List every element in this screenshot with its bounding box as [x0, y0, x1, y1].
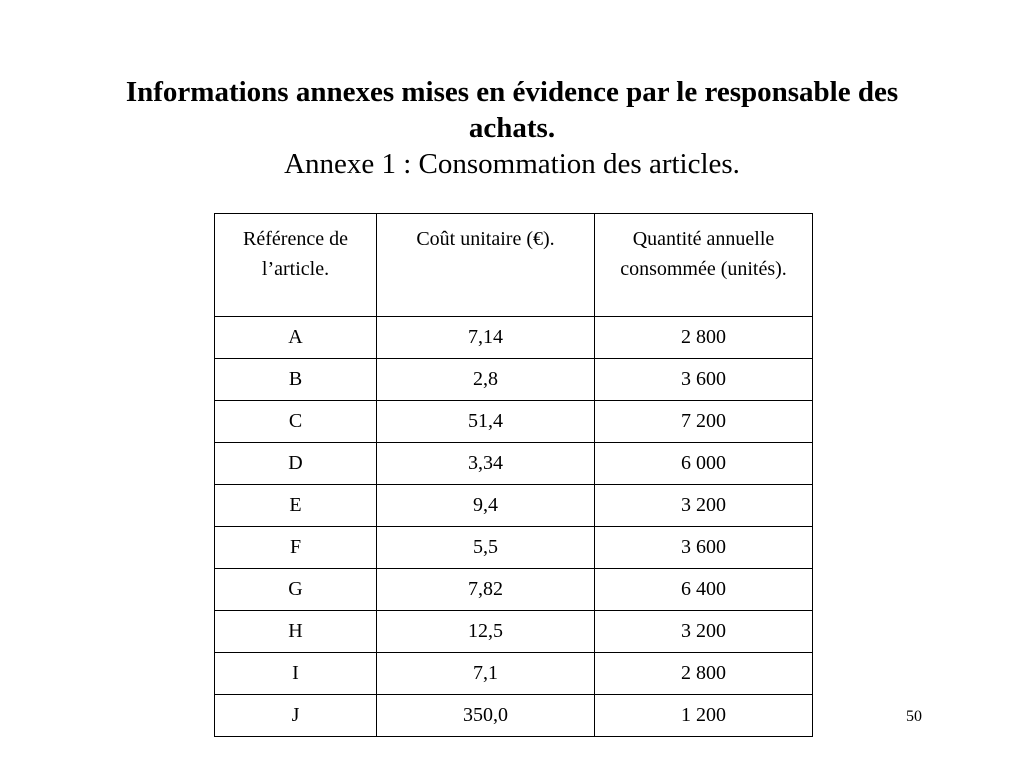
table-row	[215, 359, 813, 401]
cell-annual-quantity: 3 600	[595, 527, 813, 569]
table-row	[215, 695, 813, 737]
page-subtitle: Annexe 1 : Consommation des articles.	[284, 148, 740, 180]
cell-annual-quantity: 7 200	[595, 401, 813, 443]
cell-annual-quantity: 1 200	[595, 695, 813, 737]
page-title-line-1: Informations annexes mises en évidence par le responsable des	[125, 76, 899, 108]
table-header-row	[215, 214, 813, 317]
cell-unit-cost: 3,34	[377, 443, 595, 485]
cell-reference: I	[215, 653, 377, 695]
cell-unit-cost: 9,4	[377, 485, 595, 527]
cell-unit-cost: 7,14	[377, 317, 595, 359]
cell-annual-quantity: 2 800	[595, 653, 813, 695]
cell-annual-quantity: 6 400	[595, 569, 813, 611]
header-reference: Référence de l’article.	[215, 214, 377, 317]
table-row	[215, 611, 813, 653]
cell-annual-quantity: 6 000	[595, 443, 813, 485]
cell-unit-cost: 7,1	[377, 653, 595, 695]
cell-unit-cost: 5,5	[377, 527, 595, 569]
cell-reference: J	[215, 695, 377, 737]
table-row	[215, 527, 813, 569]
cell-annual-quantity: 2 800	[595, 317, 813, 359]
table-row	[215, 317, 813, 359]
table-row	[215, 443, 813, 485]
cell-reference: H	[215, 611, 377, 653]
cell-annual-quantity: 3 200	[595, 611, 813, 653]
cell-reference: G	[215, 569, 377, 611]
cell-unit-cost: 350,0	[377, 695, 595, 737]
title-block	[40, 74, 984, 182]
cell-reference: B	[215, 359, 377, 401]
table-row	[215, 485, 813, 527]
cell-unit-cost: 2,8	[377, 359, 595, 401]
consumption-table	[214, 213, 813, 737]
header-unit-cost: Coût unitaire (€).	[377, 214, 595, 317]
cell-reference: E	[215, 485, 377, 527]
table-row	[215, 569, 813, 611]
table-row	[215, 653, 813, 695]
cell-reference: D	[215, 443, 377, 485]
cell-reference: F	[215, 527, 377, 569]
cell-reference: A	[215, 317, 377, 359]
page-title-line-2: achats.	[468, 112, 556, 144]
table-row	[215, 401, 813, 443]
cell-annual-quantity: 3 200	[595, 485, 813, 527]
cell-unit-cost: 12,5	[377, 611, 595, 653]
cell-reference: C	[215, 401, 377, 443]
page-number: 50	[906, 708, 922, 725]
cell-unit-cost: 7,82	[377, 569, 595, 611]
cell-unit-cost: 51,4	[377, 401, 595, 443]
cell-annual-quantity: 3 600	[595, 359, 813, 401]
header-annual-quantity: Quantité annuelle consommée (unités).	[595, 214, 813, 317]
